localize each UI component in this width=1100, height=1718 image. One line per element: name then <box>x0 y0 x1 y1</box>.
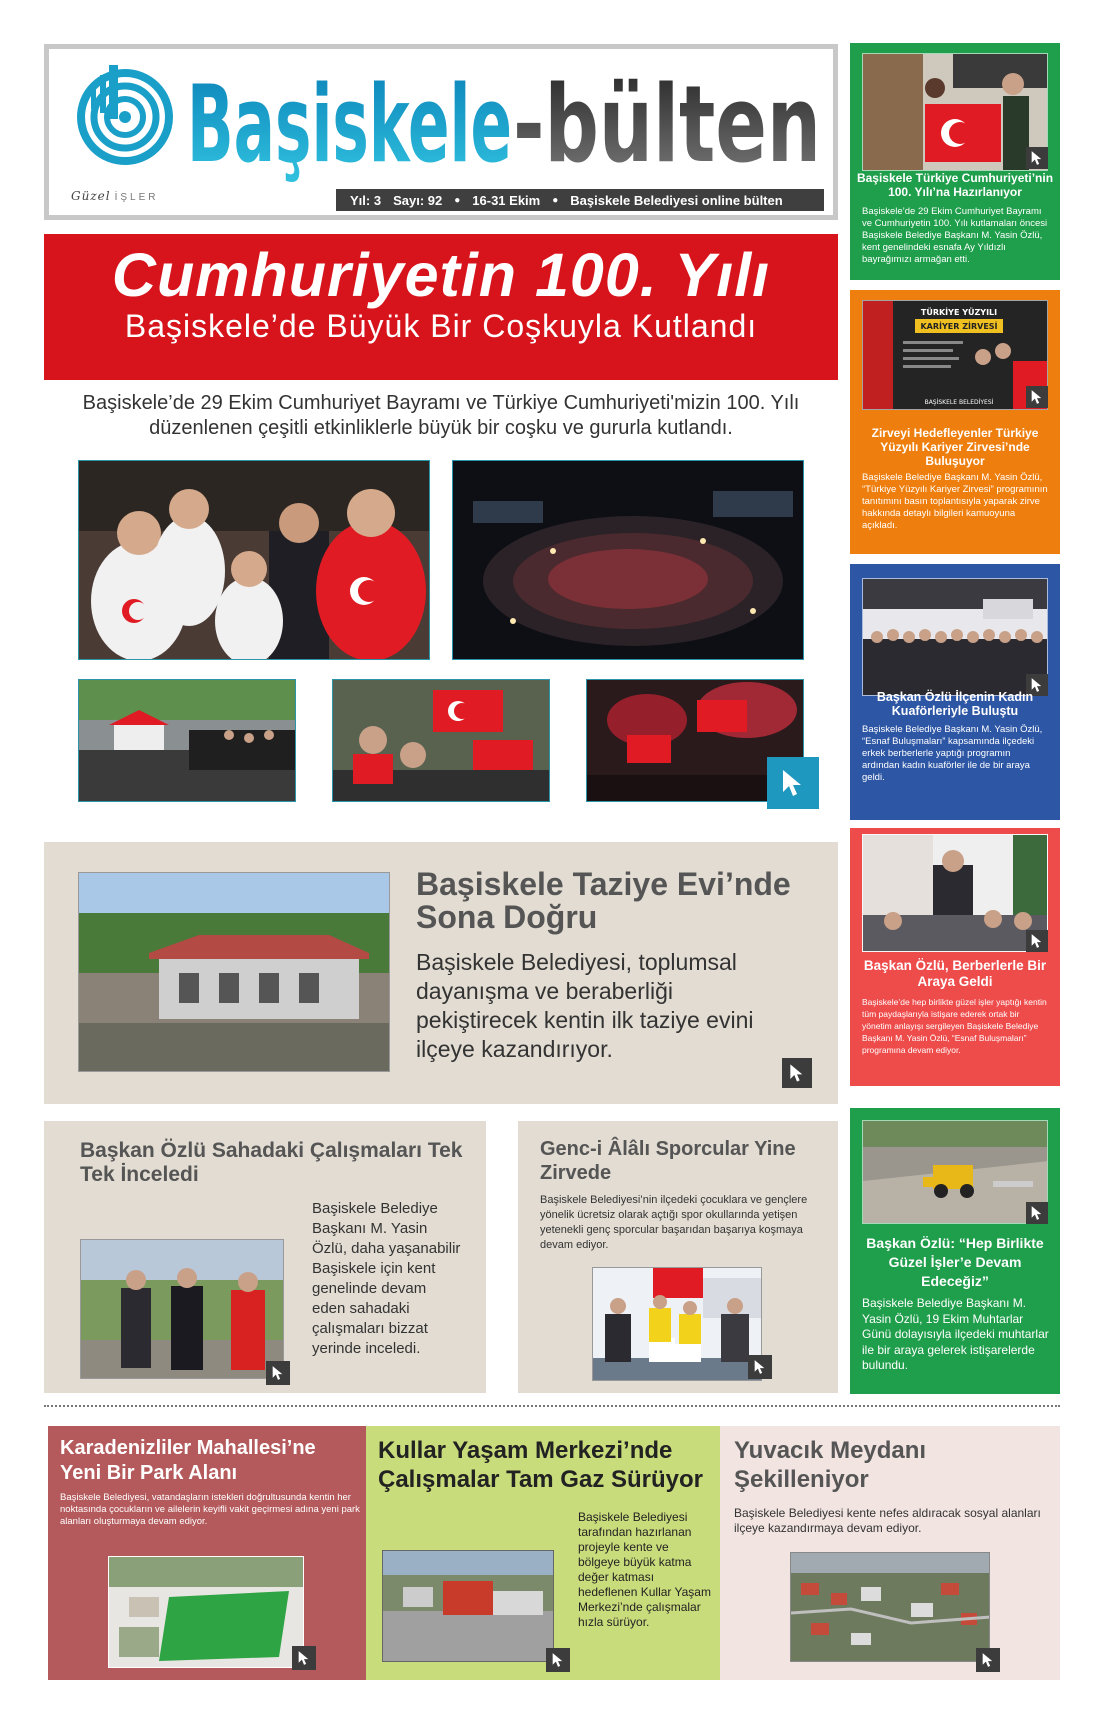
open-article-button[interactable] <box>1026 147 1048 169</box>
main-headline-title: Cumhuriyetin 100. Yılı <box>111 241 771 309</box>
yuvacik-text: Başiskele Belediyesi kente nefes aldıracak sosyal alanları ilçeye kazandırmaya devam ediyor. <box>734 1506 1041 1535</box>
taziye-title: Başiskele Taziye Evi’nde Sona Doğru <box>416 866 791 935</box>
cursor-arrow-icon <box>981 1652 995 1668</box>
open-article-button[interactable] <box>546 1648 570 1672</box>
saha-title: Başkan Özlü Sahadaki Çalışmaları Tek Tek İnceledi <box>80 1139 463 1186</box>
side-article-kariyer <box>850 290 1060 554</box>
article-taziye-evi <box>44 842 838 1104</box>
main-headline-subtitle: Başiskele’de Büyük Bir Coşkuyla Kutlandı <box>124 308 758 344</box>
park-title: Karadenizliler Mahallesi’ne Yeni Bir Park Alanı <box>60 1437 316 1484</box>
cursor-arrow-icon <box>1030 1205 1044 1221</box>
celebration-photo-night-crowd[interactable] <box>452 460 804 660</box>
basiskele-logo-icon <box>73 61 177 165</box>
issue-publisher: Başiskele Belediyesi online bülten <box>570 192 783 208</box>
side-article-text: Başiskele Belediye Başkanı M. Yasin Özlü, “Esnaf Buluşmaları” kapsamında ilçedeki erkek berberlerle yaptığı programın ardından kadın kuaförler ile de bir araya geldi. <box>862 724 1043 783</box>
open-article-button[interactable] <box>1026 386 1048 408</box>
brand-left-text: Başiskele <box>187 63 512 183</box>
open-gallery-button[interactable] <box>767 757 819 809</box>
cursor-arrow-icon <box>753 1359 767 1375</box>
issue-dates: 16-31 Ekim <box>472 192 541 208</box>
side-article-cumhuriyet <box>850 43 1060 280</box>
side-article-text: Başiskele’de 29 Ekim Cumhuriyet Bayramı ve Cumhuriyetin 100. Yılı kutlamaları öncesi Başiskele Belediye Başkanı M. Yasin Özlü, kent genelindeki esnafa Ay Yıldızlı bayrağımızı armağan etti. <box>862 206 1048 265</box>
side-article-title: Başkan Özlü, Berberlerle Bir Araya Geldi <box>863 958 1047 989</box>
svg-text:TÜRKİYE YÜZYILI <box>921 307 997 317</box>
svg-text:Başiskele <box>187 63 512 183</box>
cursor-arrow-icon <box>551 1652 565 1668</box>
kullar-title: Kullar Yaşam Merkezi’nde Çalışmalar Tam Gaz Sürüyor <box>378 1437 704 1493</box>
side-article-title: Başkan Özlü: “Hep Birlikte Güzel İşler’e Devam Edeceğiz” <box>866 1235 1044 1289</box>
open-article-button[interactable] <box>748 1355 772 1379</box>
taziye-text: Başiskele Belediyesi, toplumsal dayanışma ve beraberliği pekiştirecek kentin ilk taziye evini ilçeye kazandırıyor. <box>416 949 754 1062</box>
tagline-plain: İŞLER <box>114 192 159 203</box>
svg-text:-bülten <box>513 63 821 183</box>
issue-info-bar <box>336 189 824 211</box>
park-text: Başiskele Belediyesi, vatandaşların istekleri doğrultusunda kentin her noktasında çocukların ve ailelerin keyifli vakit geçirmesi adına yeni park alanları oluşturmaya devam ediyor. <box>60 1492 360 1527</box>
genc-title: Genc-i Âlâlı Sporcular Yine Zirvede <box>540 1138 796 1184</box>
issue-year: Yıl: 3 <box>350 192 382 208</box>
side-photo-construction-site[interactable] <box>862 1120 1048 1224</box>
side-photo-hairdressers-group[interactable] <box>862 578 1048 696</box>
article-karadenizliler-park <box>48 1426 366 1680</box>
saha-text: Başiskele Belediye Başkanı M. Yasin Özlü, daha yaşanabilir Başiskele için kent genelinde devam eden sahadaki çalışmaları bizzat yerinde inceledi. <box>312 1200 461 1357</box>
saha-photo[interactable] <box>80 1239 284 1379</box>
kullar-photo[interactable] <box>382 1550 554 1662</box>
article-yuvacik-meydani <box>720 1426 1060 1680</box>
poster-title: TÜRKİYE YÜZYILI <box>920 308 998 317</box>
side-article-title: Zirveyi Hedefleyenler Türkiye Yüzyılı Kariyer Zirvesi’nde Buluşuyor <box>871 426 1039 468</box>
yuvacik-title: Yuvacık Meydanı Şekilleniyor <box>734 1437 927 1493</box>
open-article-button[interactable] <box>1026 1202 1048 1224</box>
cursor-arrow-icon <box>1030 933 1044 949</box>
cursor-arrow-icon <box>1030 389 1044 405</box>
poster-footer: BAŞİSKELE BELEDİYESİ <box>924 399 994 406</box>
side-article-title: Başkan Özlü İlçenin Kadın Kuaförleriyle Buluştu <box>876 690 1034 718</box>
side-article-kuafor <box>850 564 1060 820</box>
side-article-text: Başiskele Belediye Başkanı M. Yasin Özlü, 19 Ekim Muhtarlar Günü dolayısıyla ilçedeki muhtarlar ile bir araya gelerek istişarelerde bulundu. <box>862 1296 1049 1372</box>
tagline-script: Güzel <box>71 189 111 203</box>
cursor-arrow-icon <box>1030 150 1044 166</box>
cursor-arrow-icon <box>297 1650 311 1666</box>
article-genc-sporcular <box>518 1121 838 1393</box>
open-article-button[interactable] <box>976 1648 1000 1672</box>
open-article-button[interactable] <box>1026 930 1048 952</box>
brand-wordmark <box>187 53 827 183</box>
article-saha-calismalari <box>44 1121 486 1393</box>
svg-text:KARİYER ZİRVESİ <box>920 321 997 331</box>
celebration-photo-parade[interactable] <box>78 679 296 802</box>
issue-number: Sayı: 92 <box>393 192 443 208</box>
cursor-arrow-icon <box>780 768 806 798</box>
kullar-text: Başiskele Belediyesi tarafından hazırlanan projeyle kente ve bölgeye büyük katma değer katması hedeflenen Kullar Yaşam Merkezi’nde çalışmalar hızla sürüyor. <box>578 1510 711 1629</box>
side-article-text: Başiskele Belediye Başkanı M. Yasin Özlü, “Türkiye Yüzyılı Kariyer Zirvesi” programının tanıtımını basın toplantısıyla yaparak zirve hakkında detaylı bilgileri kamuoyuna açıkladı. <box>862 472 1048 531</box>
genc-text: Başiskele Belediyesi’nin ilçedeki çocuklara ve gençlere yönelik ücretsiz olarak açtığı spor okullarında yetişen yetenekli genç sporcular başarıdan başarıya koşmaya devam ediyor. <box>540 1194 808 1251</box>
open-article-button[interactable] <box>782 1058 812 1088</box>
side-article-title: Başiskele Türkiye Cumhuriyeti’nin 100. Yılı’na Hazırlanıyor <box>856 171 1054 199</box>
genc-sporcular-photo[interactable] <box>592 1267 762 1381</box>
brand-right-text: -bülten <box>513 63 821 183</box>
section-divider <box>44 1405 1060 1407</box>
masthead <box>44 44 838 220</box>
cursor-arrow-icon <box>788 1063 806 1083</box>
side-photo-career-poster[interactable] <box>862 300 1048 410</box>
side-article-text: Başiskele’de hep birlikte güzel işler yaptığı kentin tüm paydaşlarıyla istişare ederek ortak bir yönetim anlayışı sergileyen Başiskele Belediye Başkanı M. Yasin Özlü, “Esnaf Buluşmaları” programına devam ediyor. <box>862 997 1047 1055</box>
side-photo-barbers-meeting[interactable] <box>862 834 1048 952</box>
celebration-photo-flags[interactable] <box>332 679 550 802</box>
side-photo-flag-gift[interactable] <box>862 53 1048 171</box>
main-headline-lead: Başiskele’de 29 Ekim Cumhuriyet Bayramı ve Türkiye Cumhuriyeti'mizin 100. Yılı düzenlenen çeşitli etkinliklerle büyük bir coşku ve gururla kutlandı. <box>82 392 800 439</box>
celebration-photo-children[interactable] <box>78 460 430 660</box>
park-photo[interactable] <box>108 1556 304 1668</box>
svg-text:BAŞİSKELE BELEDİYESİ <box>925 399 994 406</box>
yuvacik-photo[interactable] <box>790 1552 990 1662</box>
side-article-berber <box>850 828 1060 1086</box>
open-article-button[interactable] <box>292 1646 316 1670</box>
article-kullar-yasam-merkezi <box>366 1426 720 1680</box>
separator-dot: ● <box>454 194 461 206</box>
poster-subtitle: KARİYER ZİRVESİ <box>920 322 998 331</box>
logo-tagline <box>71 189 158 203</box>
open-article-button[interactable] <box>266 1361 290 1385</box>
separator-dot: ● <box>552 194 559 206</box>
main-headline-banner <box>44 234 838 380</box>
side-article-muhtarlar <box>850 1108 1060 1394</box>
cursor-arrow-icon <box>271 1365 285 1381</box>
taziye-evi-photo[interactable] <box>78 872 390 1072</box>
